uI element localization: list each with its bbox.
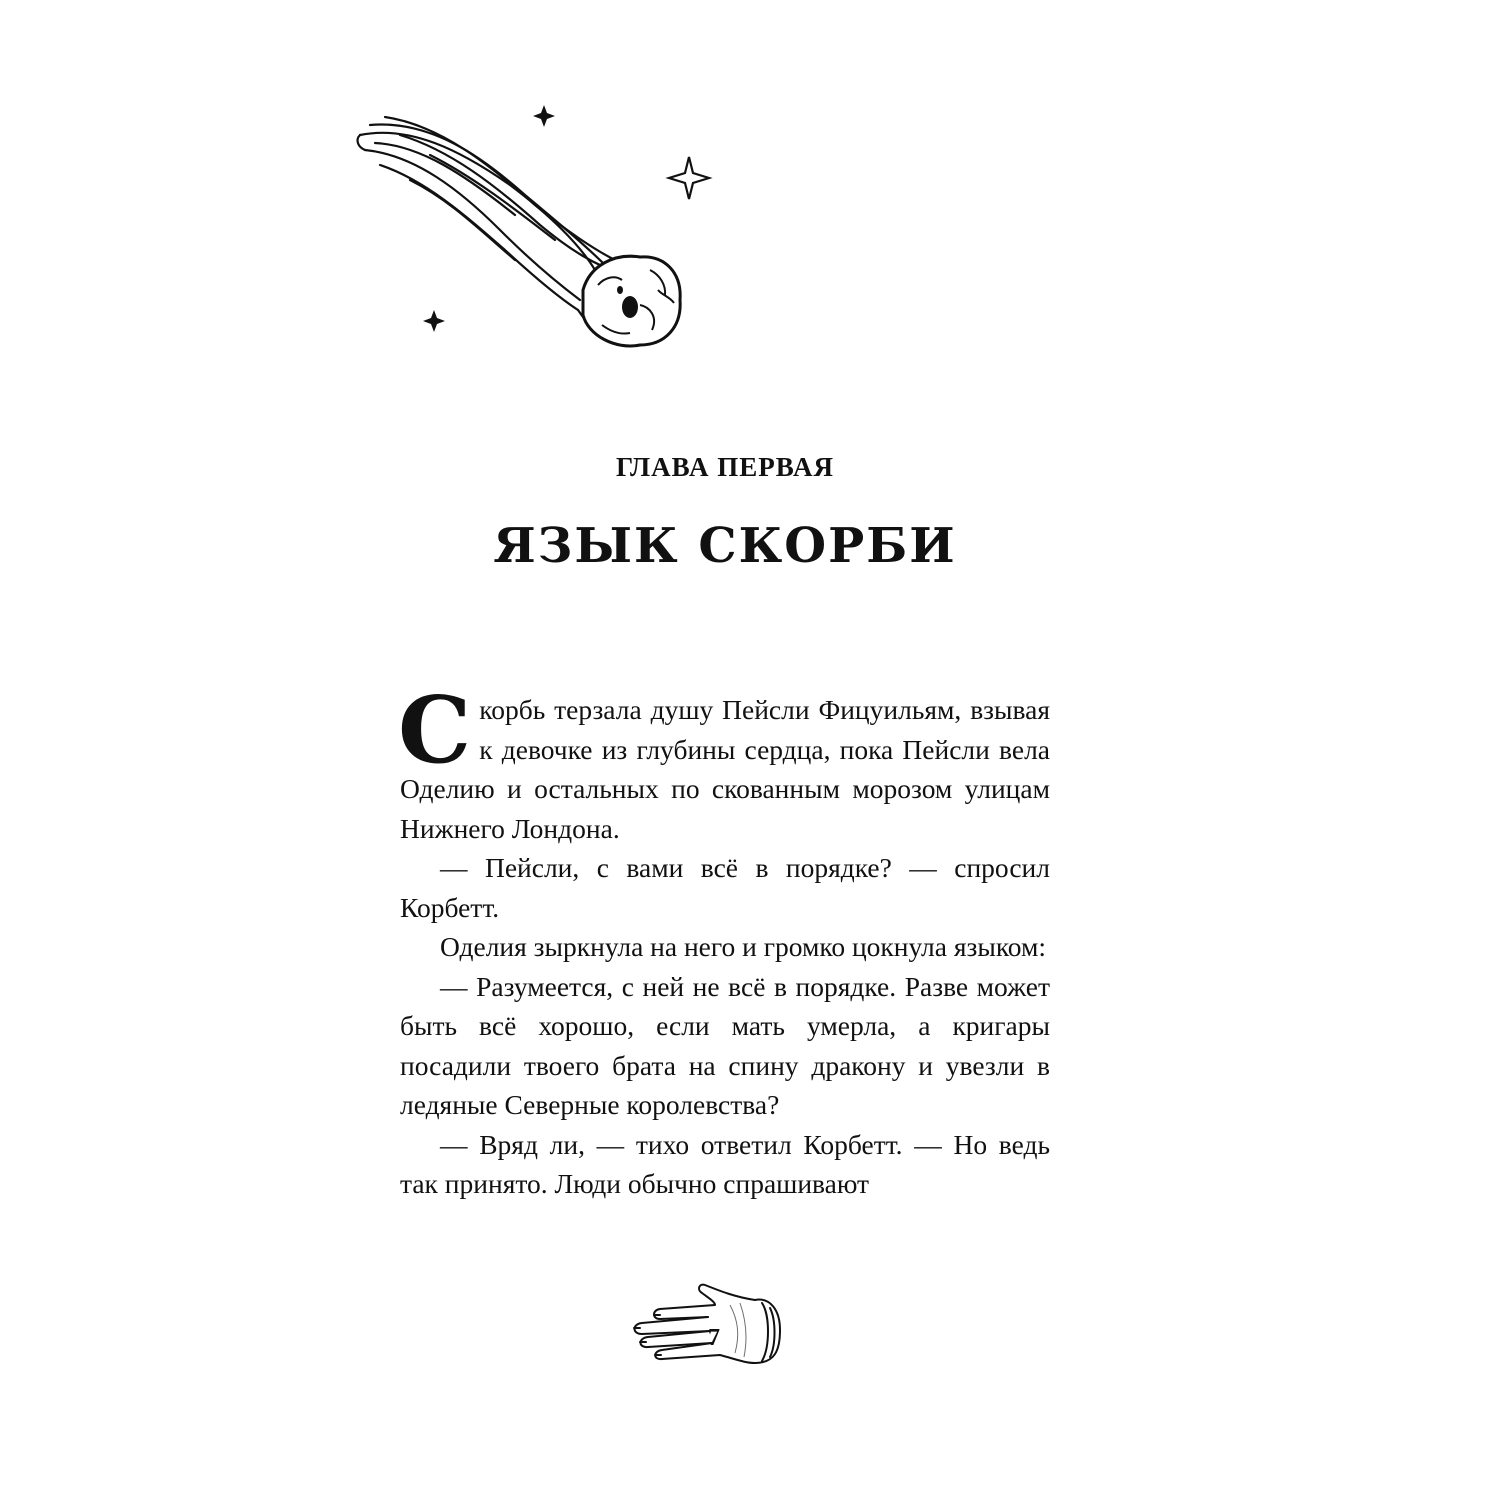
page-number: 7: [708, 1325, 720, 1351]
paragraph: Оделия зыркнула на него и громко цокнула языком:: [440, 931, 1047, 962]
paragraph: — Разумеется, с ней не всё в порядке. Разве может быть всё хорошо, если мать умерла, а кригары посадили твоего брата на спину дракону и увезли в ледяные Северные королевства?: [400, 970, 1050, 1120]
chapter-title: ЯЗЫК СКОРБИ: [493, 518, 957, 574]
chapter-label: ГЛАВА ПЕРВАЯ: [615, 452, 835, 482]
page-footer: [620, 1275, 795, 1385]
drop-cap: С: [398, 676, 472, 784]
comet-illustration-icon: [340, 95, 720, 365]
paragraph-text: корбь терзала душу Пейсли Фицуильям, взывая к девочке из глубины сердца, пока Пейсли вела Оделию и остальных по скованным морозом улицам Нижнего Лондона.: [400, 694, 1050, 844]
paragraph: [398, 676, 1050, 848]
paragraph: — Пейсли, с вами всё в порядке? — спросил Корбетт.: [400, 852, 1050, 923]
paragraph: — Вряд ли, — тихо ответил Корбетт. — Но ведь так принято. Люди обычно спрашивают: [400, 1128, 1050, 1199]
body-text: [398, 676, 1050, 1204]
